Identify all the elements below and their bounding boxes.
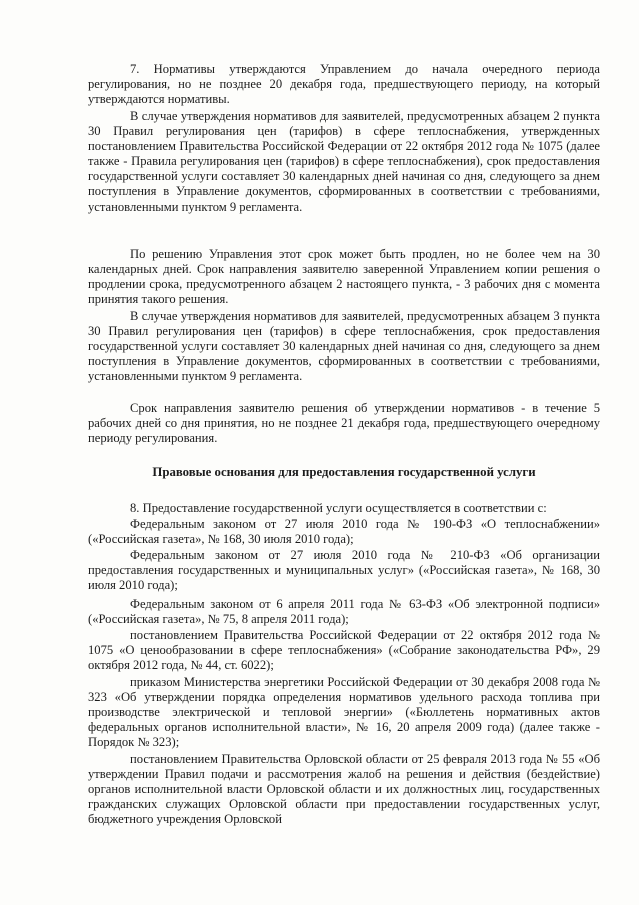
paragraph-extension: По решению Управления этот срок может быть продлен, но не более чем на 30 календарных дней. Срок направления заявителю заверенной Управлением копии решения о продлении срока, предусмотренного абзацем 2 настоящего пункта, - 3 рабочих дня с момента принятия такого решения. [88, 247, 600, 307]
paragraph-deadline-abzac3: В случае утверждения нормативов для заявителей, предусмотренных абзацем 3 пункта 30 Правил регулирования цен (тарифов) в сфере теплоснабжения, срок предоставления государственной услуги составляет 30 календарных дней начиная со дня, следующего за днем поступления в Управление документов, сформированных в соответствии с требованиями, установленными пунктом 9 регламента. [88, 309, 600, 384]
law-190-fz: Федеральным законом от 27 июля 2010 года № 190-ФЗ «О теплоснабжении» («Российская газета», № 168, 30 июля 2010 года); [88, 517, 600, 547]
resolution-1075: постановлением Правительства Российской Федерации от 22 октября 2012 года № 1075 «О ценообразовании в сфере теплоснабжения» («Собрание законодательства РФ», 29 октября 2012 года, № 44, ст. 6022); [88, 628, 600, 673]
paragraph-deadline-abzac2: В случае утверждения нормативов для заявителей, предусмотренных абзацем 2 пункта 30 Правил регулирования цен (тарифов) в сфере теплоснабжения, утвержденных постановлением Правительства Российской Федерации от 22 октября 2012 года № 1075 (далее также - Правила регулирования цен (тарифов) в сфере теплоснабжения), срок предоставления государственной услуги составляет 30 календарных дней начиная со дня, следующего за днем поступления в Управление документов, сформированных в соответствии с требованиями, установленными пунктом 9 регламента. [88, 109, 600, 214]
law-63-fz: Федеральным законом от 6 апреля 2011 года № 63-ФЗ «Об электронной подписи» («Российская газета», № 75, 8 апреля 2011 года); [88, 597, 600, 627]
section-heading: Правовые основания для предоставления государственной услуги [152, 465, 536, 479]
law-210-fz: Федеральным законом от 27 июля 2010 года № 210-ФЗ «Об организации предоставления государственных и муниципальных услуг» («Российская газета», № 168, 30 июля 2010 года); [88, 548, 600, 593]
paragraph-decision-notice: Срок направления заявителю решения об утверждении нормативов - в течение 5 рабочих дней со дня принятия, но не позднее 21 декабря года, предшествующего очередному периоду регулирования. [88, 401, 600, 446]
resolution-orel-55: постановлением Правительства Орловской области от 25 февраля 2013 года № 55 «Об утверждении Правил подачи и рассмотрения жалоб на решения и действия (бездействие) органов исполнительной власти Орловской области и их должностных лиц, государственных гражданских служащих Орловской области при предоставлении государственных услуг, бюджетного учреждения Орловской [88, 752, 600, 827]
paragraph-7: 7. Нормативы утверждаются Управлением до начала очередного периода регулирования, но не позднее 20 декабря года, предшествующего периоду, на который утверждаются нормативы. [88, 62, 600, 107]
order-323: приказом Министерства энергетики Российской Федерации от 30 декабря 2008 года № 323 «Об утверждении порядка определения нормативов удельного расхода топлива при производстве электрической и тепловой энергии» («Бюллетень нормативных актов федеральных органов исполнительной власти», № 16, 20 апреля 2009 года) (далее также - Порядок № 323); [88, 675, 600, 750]
paragraph-8: 8. Предоставление государственной услуги осуществляется в соответствии с: [130, 501, 547, 515]
